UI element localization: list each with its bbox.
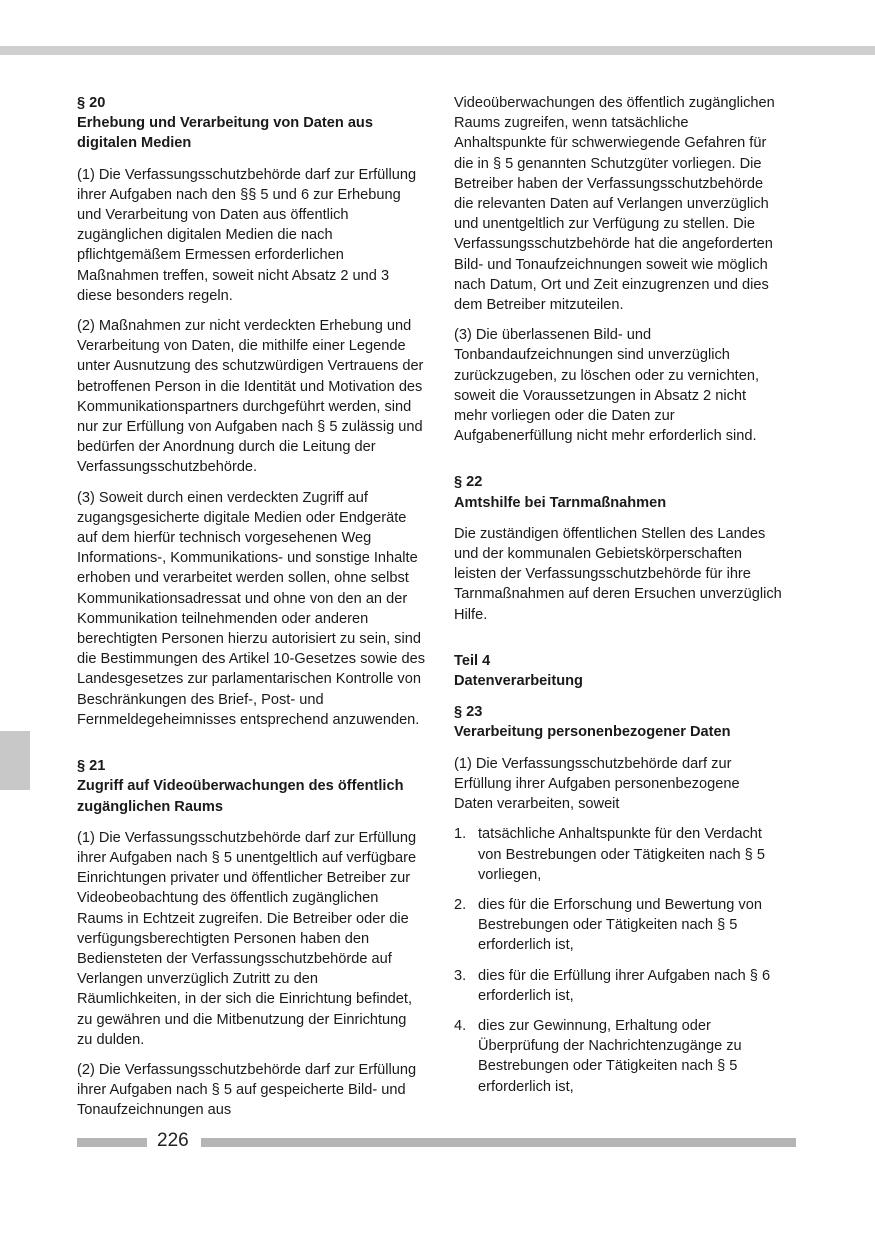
list-item-number: 1. [454,826,467,843]
section-20-title: Erhebung und Verarbeitung von Daten aus digitalen Medien [77,115,373,152]
footer-rule-left [77,1138,147,1147]
section-23-title: Verarbeitung personenbezogener Daten [454,724,731,741]
list-item-text: dies für die Erfüllung ihrer Aufgaben nach § 6 erforderlich ist, [478,967,771,1004]
part-4-heading [454,651,782,691]
section-21-paragraph-2: (2) Die Verfassungsschutzbehörde darf zur Erfüllung ihrer Aufgaben nach § 5 auf gespeicherte Bild- und Tonaufzeichnungen aus [77,1061,417,1119]
left-column [77,93,425,1131]
section-23-list [454,824,782,1096]
part-4-number: Teil 4 [454,652,491,669]
section-22-heading [454,472,782,512]
section-23-heading [454,702,782,742]
section-22-number: § 22 [454,474,483,491]
section-22-title: Amtshilfe bei Tarnmaßnahmen [454,494,667,511]
section-21-title: Zugriff auf Videoüberwachungen des öffentlich zugänglichen Raums [77,778,404,815]
section-21-paragraph-3: (3) Die überlassenen Bild- und Tonbandaufzeichnungen sind unverzüglich zurückzugeben, zu löschen oder zu vernichten, soweit die Voraussetzungen in Absatz 2 nicht mehr vorliegen oder die Daten zur Aufgabenerfüllung nicht mehr erforderlich sind. [454,327,760,445]
list-item-text: dies für die Erforschung und Bewertung von Bestrebungen oder Tätigkeiten nach § 5 erforderlich ist, [478,896,762,954]
section-20-heading [77,93,425,154]
section-21-paragraph-2-continued: Videoüberwachungen des öffentlich zugänglichen Raums zugreifen, wenn tatsächliche Anhaltspunkte für schwerwiegende Gefahren für die in § 5 genannten Schutzgüter vorliegen. Die Betreiber haben der Verfassungsschutzbehörde die relevanten Daten auf Verlangen unverzüglich und unentgeltlich zur Verfügung zu stellen. Die Verfassungsschutzbehörde hat die angeforderten Bild- und Tonaufzeichnungen soweit wie möglich nach Datum, Ort und Zeit einzugrenzen und dies dem Betreiber mitzuteilen. [454,95,775,314]
section-22-paragraph-1: Die zuständigen öffentlichen Stellen des Landes und der kommunalen Gebietskörperschaften leisten der Verfassungsschutzbehörde für ihre Tarnmaßnahmen auf deren Ersuchen unverzüglich Hilfe. [454,525,782,623]
list-item-number: 4. [454,1017,467,1034]
page-number: 226 [157,1130,189,1151]
list-item [454,824,782,885]
list-item-number: 3. [454,967,467,984]
top-rule [0,46,875,55]
section-23-paragraph-1: (1) Die Verfassungsschutzbehörde darf zur Erfüllung ihrer Aufgaben personenbezogene Daten verarbeiten, soweit [454,755,740,813]
section-20-paragraph-2: (2) Maßnahmen zur nicht verdeckten Erhebung und Verarbeitung von Daten, die mithilfe einer Legende unter Ausnutzung des schutzwürdigen Vertrauens der betroffenen Person in die Identität und Motivation des Kommunikationspartners durchgeführt werden, sind nur zur Erfüllung von Aufgaben nach § 5 zulässig und bedürfen der Anordnung durch die Leitung der Verfassungsschutzbehörde. [77,318,424,476]
list-item [454,1016,782,1097]
section-20-number: § 20 [77,95,106,111]
footer-rule-right [201,1138,796,1147]
list-item [454,895,782,956]
chapter-tab [0,731,30,790]
section-20-paragraph-3: (3) Soweit durch einen verdeckten Zugriff auf zugangsgesicherte digitale Medien oder Endgeräte auf dem hierfür technisch vorgesehenen Weg Informations-, Kommunikations- und sonstige Inhalte erhoben und verarbeitet werden sollen, ohne selbst Kommunikationsadressat und ohne von den an der Kommunikation teilnehmenden oder anderen berechtigten Personen hierzu autorisiert zu sein, sind die Bestimmungen des Artikel 10-Gesetzes sowie des Landesgesetzes zur parlamentarischen Kontrolle von Beschränkungen des Brief-, Post- und Fernmeldegeheimnisses entsprechend anzuwenden. [77,489,425,728]
right-column [454,93,782,1107]
list-item-text: dies zur Gewinnung, Erhaltung oder Überprüfung der Nachrichtenzugänge zu Bestrebungen oder Tätigkeiten nach § 5 erforderlich ist, [478,1017,742,1095]
section-23-number: § 23 [454,704,483,721]
list-item [454,966,782,1006]
section-20-paragraph-1: (1) Die Verfassungsschutzbehörde darf zur Erfüllung ihrer Aufgaben nach den §§ 5 und 6 zur Erhebung und Verarbeitung von Daten aus öffentlich zugänglichen digitalen Medien die nach pflichtgemäßem Ermessen erforderlichen Maßnahmen treffen, soweit nicht Absatz 2 und 3 diese besonders regeln. [77,166,417,304]
list-item-text: tatsächliche Anhaltspunkte für den Verdacht von Bestrebungen oder Tätigkeiten nach § 5 vorliegen, [478,826,765,883]
list-item-number: 2. [454,896,467,913]
section-21-paragraph-1: (1) Die Verfassungsschutzbehörde darf zur Erfüllung ihrer Aufgaben nach § 5 unentgeltlich auf verfügbare Einrichtungen privater und öffentlicher Betreiber zur Videobeobachtung des öffentlich zugänglichen Raums in Echtzeit zugreifen. Die Betreiber oder die verfügungsberechtigten Personen haben den Bediensteten der Verfassungsschutzbehörde auf Verlangen unverzüglich Zutritt zu den Räumlichkeiten, in der sich die Einrichtung befindet, zu gewähren und die Mitbenutzung der Einrichtung zu dulden. [77,829,417,1048]
section-21-heading [77,756,425,817]
part-4-title: Datenverarbeitung [454,673,583,690]
section-21-number: § 21 [77,758,106,775]
